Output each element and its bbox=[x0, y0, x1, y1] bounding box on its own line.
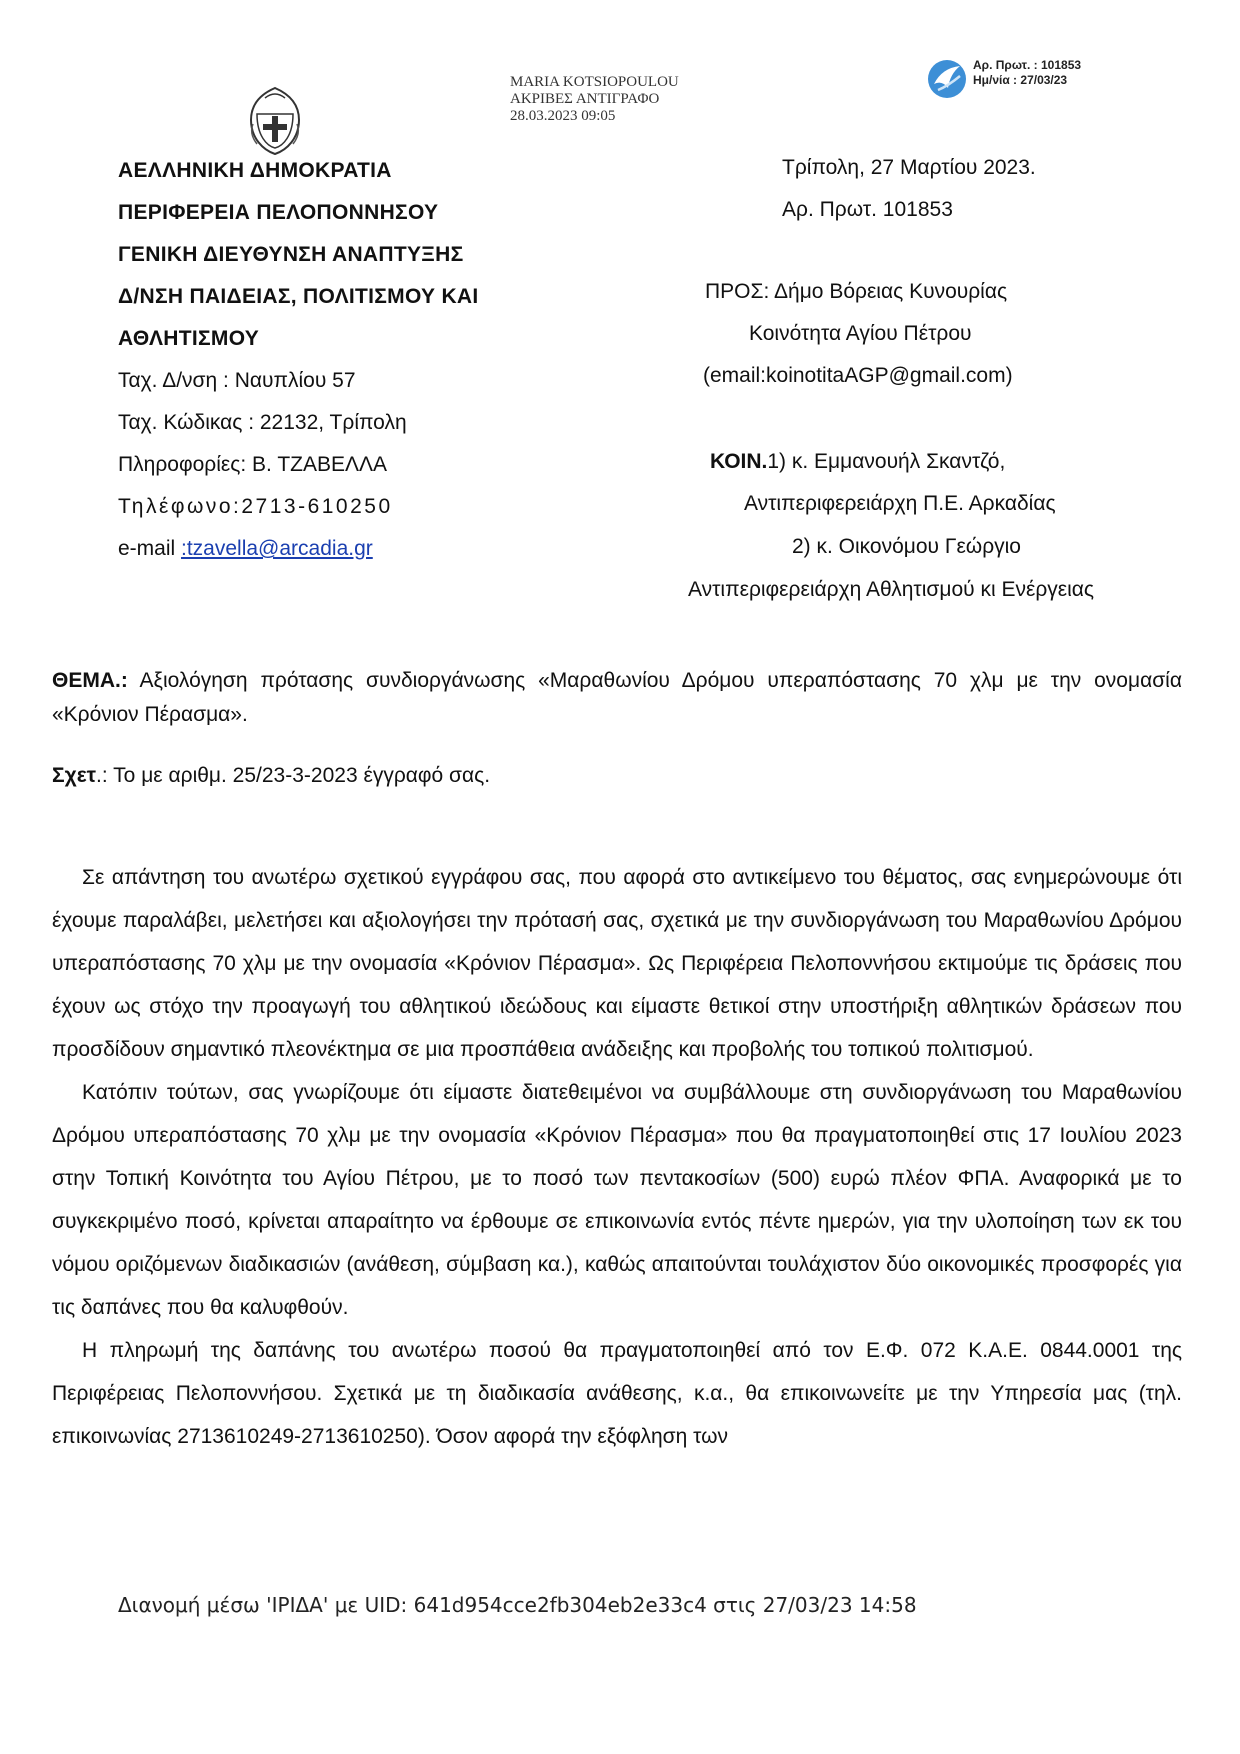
sender-block bbox=[118, 150, 479, 570]
reference bbox=[52, 764, 490, 788]
distribution-footer: Διανομή μέσω 'ΙΡΙΔΑ' με UID: 641d954cce2fb304eb2e33c4 στις 27/03/23 14:58 bbox=[118, 1593, 917, 1617]
stamp-signer: MARIA KOTSIOPOULOU bbox=[510, 74, 679, 90]
body-paragraph-1: Σε απάντηση του ανωτέρω σχετικού εγγράφου σας, που αφορά στο αντικείμενο του θέματος, σας ενημερώνουμε ότι έχουμε παραλάβει, μελετήσει και αξιολογήσει την πρότασή σας, σχετικά με την συνδιοργάνωση του Μαραθωνίου Δρόμου υπεραπόστασης 70 χλμ με την ονομασία «Κρόνιον Πέρασμα». Ως Περιφέρεια Πελοποννήσου εκτιμούμε τις δράσεις που έχουν ως στόχο την προαγωγή του αθλητικού ιδεώδους και είμαστε θετικοί στην υποστήριξη αθλητικών δράσεων που προσδίδουν σημαντικό πλεονέκτημα σε μια προσπάθεια ανάδειξης και προβολής του τοπικού πολιτισμού. bbox=[52, 866, 1182, 1061]
recipient-line-2: Κοινότητα Αγίου Πέτρου bbox=[749, 322, 972, 345]
cc-recipient-2-title: Αντιπεριφερειάρχη Αθλητισμού κι Ενέργειας bbox=[688, 578, 1095, 601]
sender-region: ΠΕΡΙΦΕΡΕΙΑ ΠΕΛΟΠΟΝΝΗΣΟΥ bbox=[118, 201, 439, 224]
sender-republic: ΑΕΛΛΗΝΙΚΗ ΔΗΜΟΚΡΑΤΙΑ bbox=[118, 159, 392, 182]
sender-address: Ταχ. Δ/νση : Ναυπλίου 57 bbox=[118, 369, 356, 392]
hellenic-republic-emblem bbox=[243, 84, 307, 156]
sender-email-label: e-mail bbox=[118, 537, 182, 560]
stamp-label: ΑΚΡΙΒΕΣ ΑΝΤΙΓΡΑΦΟ bbox=[510, 91, 660, 107]
sender-directorate-general: ΓΕΝΙΚΗ ΔΙΕΥΘΥΝΣΗ ΑΝΑΠΤΥΞΗΣ bbox=[118, 243, 464, 266]
subject-label: ΘΕΜΑ.: bbox=[52, 669, 128, 692]
sender-phone: Τηλέφωνο:2713-610250 bbox=[118, 495, 393, 518]
protocol-box bbox=[973, 58, 1081, 88]
sender-email-link[interactable]: :tzavella@arcadia.gr bbox=[181, 537, 373, 560]
subject bbox=[52, 664, 1182, 732]
body-paragraph-2: Κατόπιν τούτων, σας γνωρίζουμε ότι είμαστε διατεθειμένοι να συμβάλλουμε στη συνδιοργάνωση του Μαραθωνίου Δρόμου υπεραπόστασης 70 χλμ με την ονομασία «Κρόνιον Πέρασμα» που θα πραγματοποιηθεί στις 17 Ιουλίου 2023 στην Τοπική Κοινότητα του Αγίου Πέτρου, με το ποσό των πεντακοσίων (500) ευρώ πλέον ΦΠΑ. Αναφορικά με το συγκεκριμένο ποσό, κρίνεται απαραίτητο να έρθουμε σε επικοινωνία εντός πέντε ημερών, για την υλοποίηση των εκ του νόμου οριζόμενων διαδικασιών (ανάθεση, σύμβαση κα.), καθώς απαιτούνται τουλάχιστον δύο οικονομικές προσφορές για τις δαπάνες που θα καλυφθούν. bbox=[52, 1081, 1182, 1319]
stamp-timestamp: 28.03.2023 09:05 bbox=[510, 108, 616, 124]
body-paragraph-3: Η πληρωμή της δαπάνης του ανωτέρω ποσού θα πραγματοποιηθεί από τον Ε.Φ. 072 Κ.Α.Ε. 0844.0001 της Περιφέρειας Πελοποννήσου. Σχετικά με τη διαδικασία ανάθεσης, κ.α., θα επικοινωνείτε με την Υπηρεσία μας (τηλ. επικοινωνίας 2713610249-2713610250). Όσον αφορά την εξόφληση των bbox=[52, 1339, 1182, 1448]
reference-text: .: Το με αριθμ. 25/23-3-2023 έγγραφό σας. bbox=[96, 764, 491, 787]
reference-label: Σχετ bbox=[52, 764, 97, 787]
document-date: Τρίπολη, 27 Μαρτίου 2023. bbox=[782, 156, 1036, 179]
protocol-number: Αρ. Πρωτ. 101853 bbox=[782, 198, 953, 221]
sender-email-row bbox=[118, 528, 479, 570]
sender-directorate: Δ/ΝΣΗ ΠΑΙΔΕΙΑΣ, ΠΟΛΙΤΙΣΜΟΥ ΚΑΙ bbox=[118, 285, 479, 308]
recipient-email: (email:koinotitaAGP@gmail.com) bbox=[703, 364, 1013, 387]
recipient-line-1: ΠΡΟΣ: Δήμο Βόρειας Κυνουρίας bbox=[705, 280, 1008, 303]
sender-info: Πληροφορίες: Β. ΤΖΑΒΕΛΛΑ bbox=[118, 453, 388, 476]
protocol-box-number: Αρ. Πρωτ. : 101853 bbox=[973, 58, 1082, 72]
sender-directorate-cont: ΑΘΛΗΤΙΣΜΟΥ bbox=[118, 327, 260, 350]
cc-line-1 bbox=[710, 450, 1005, 474]
subject-text: Αξιολόγηση πρότασης συνδιοργάνωσης «Μαραθωνίου Δρόμου υπεραπόστασης 70 χλμ με την ονομασία «Κρόνιον Πέρασμα». bbox=[52, 669, 1182, 726]
cc-recipient-2: 2) κ. Οικονόμου Γεώργιο bbox=[792, 535, 1021, 558]
certified-copy-stamp bbox=[510, 74, 679, 125]
cc-recipient-1-title: Αντιπεριφερειάρχη Π.Ε. Αρκαδίας bbox=[744, 492, 1056, 515]
irida-logo-icon bbox=[926, 58, 968, 100]
cc-label: ΚΟΙΝ. bbox=[710, 450, 768, 473]
cc-recipient-1: 1) κ. Εμμανουήλ Σκαντζό, bbox=[767, 450, 1006, 473]
sender-postcode: Ταχ. Κώδικας : 22132, Τρίπολη bbox=[118, 411, 407, 434]
protocol-box-date: Ημ/νία : 27/03/23 bbox=[973, 73, 1068, 87]
letter-body bbox=[52, 856, 1182, 1458]
